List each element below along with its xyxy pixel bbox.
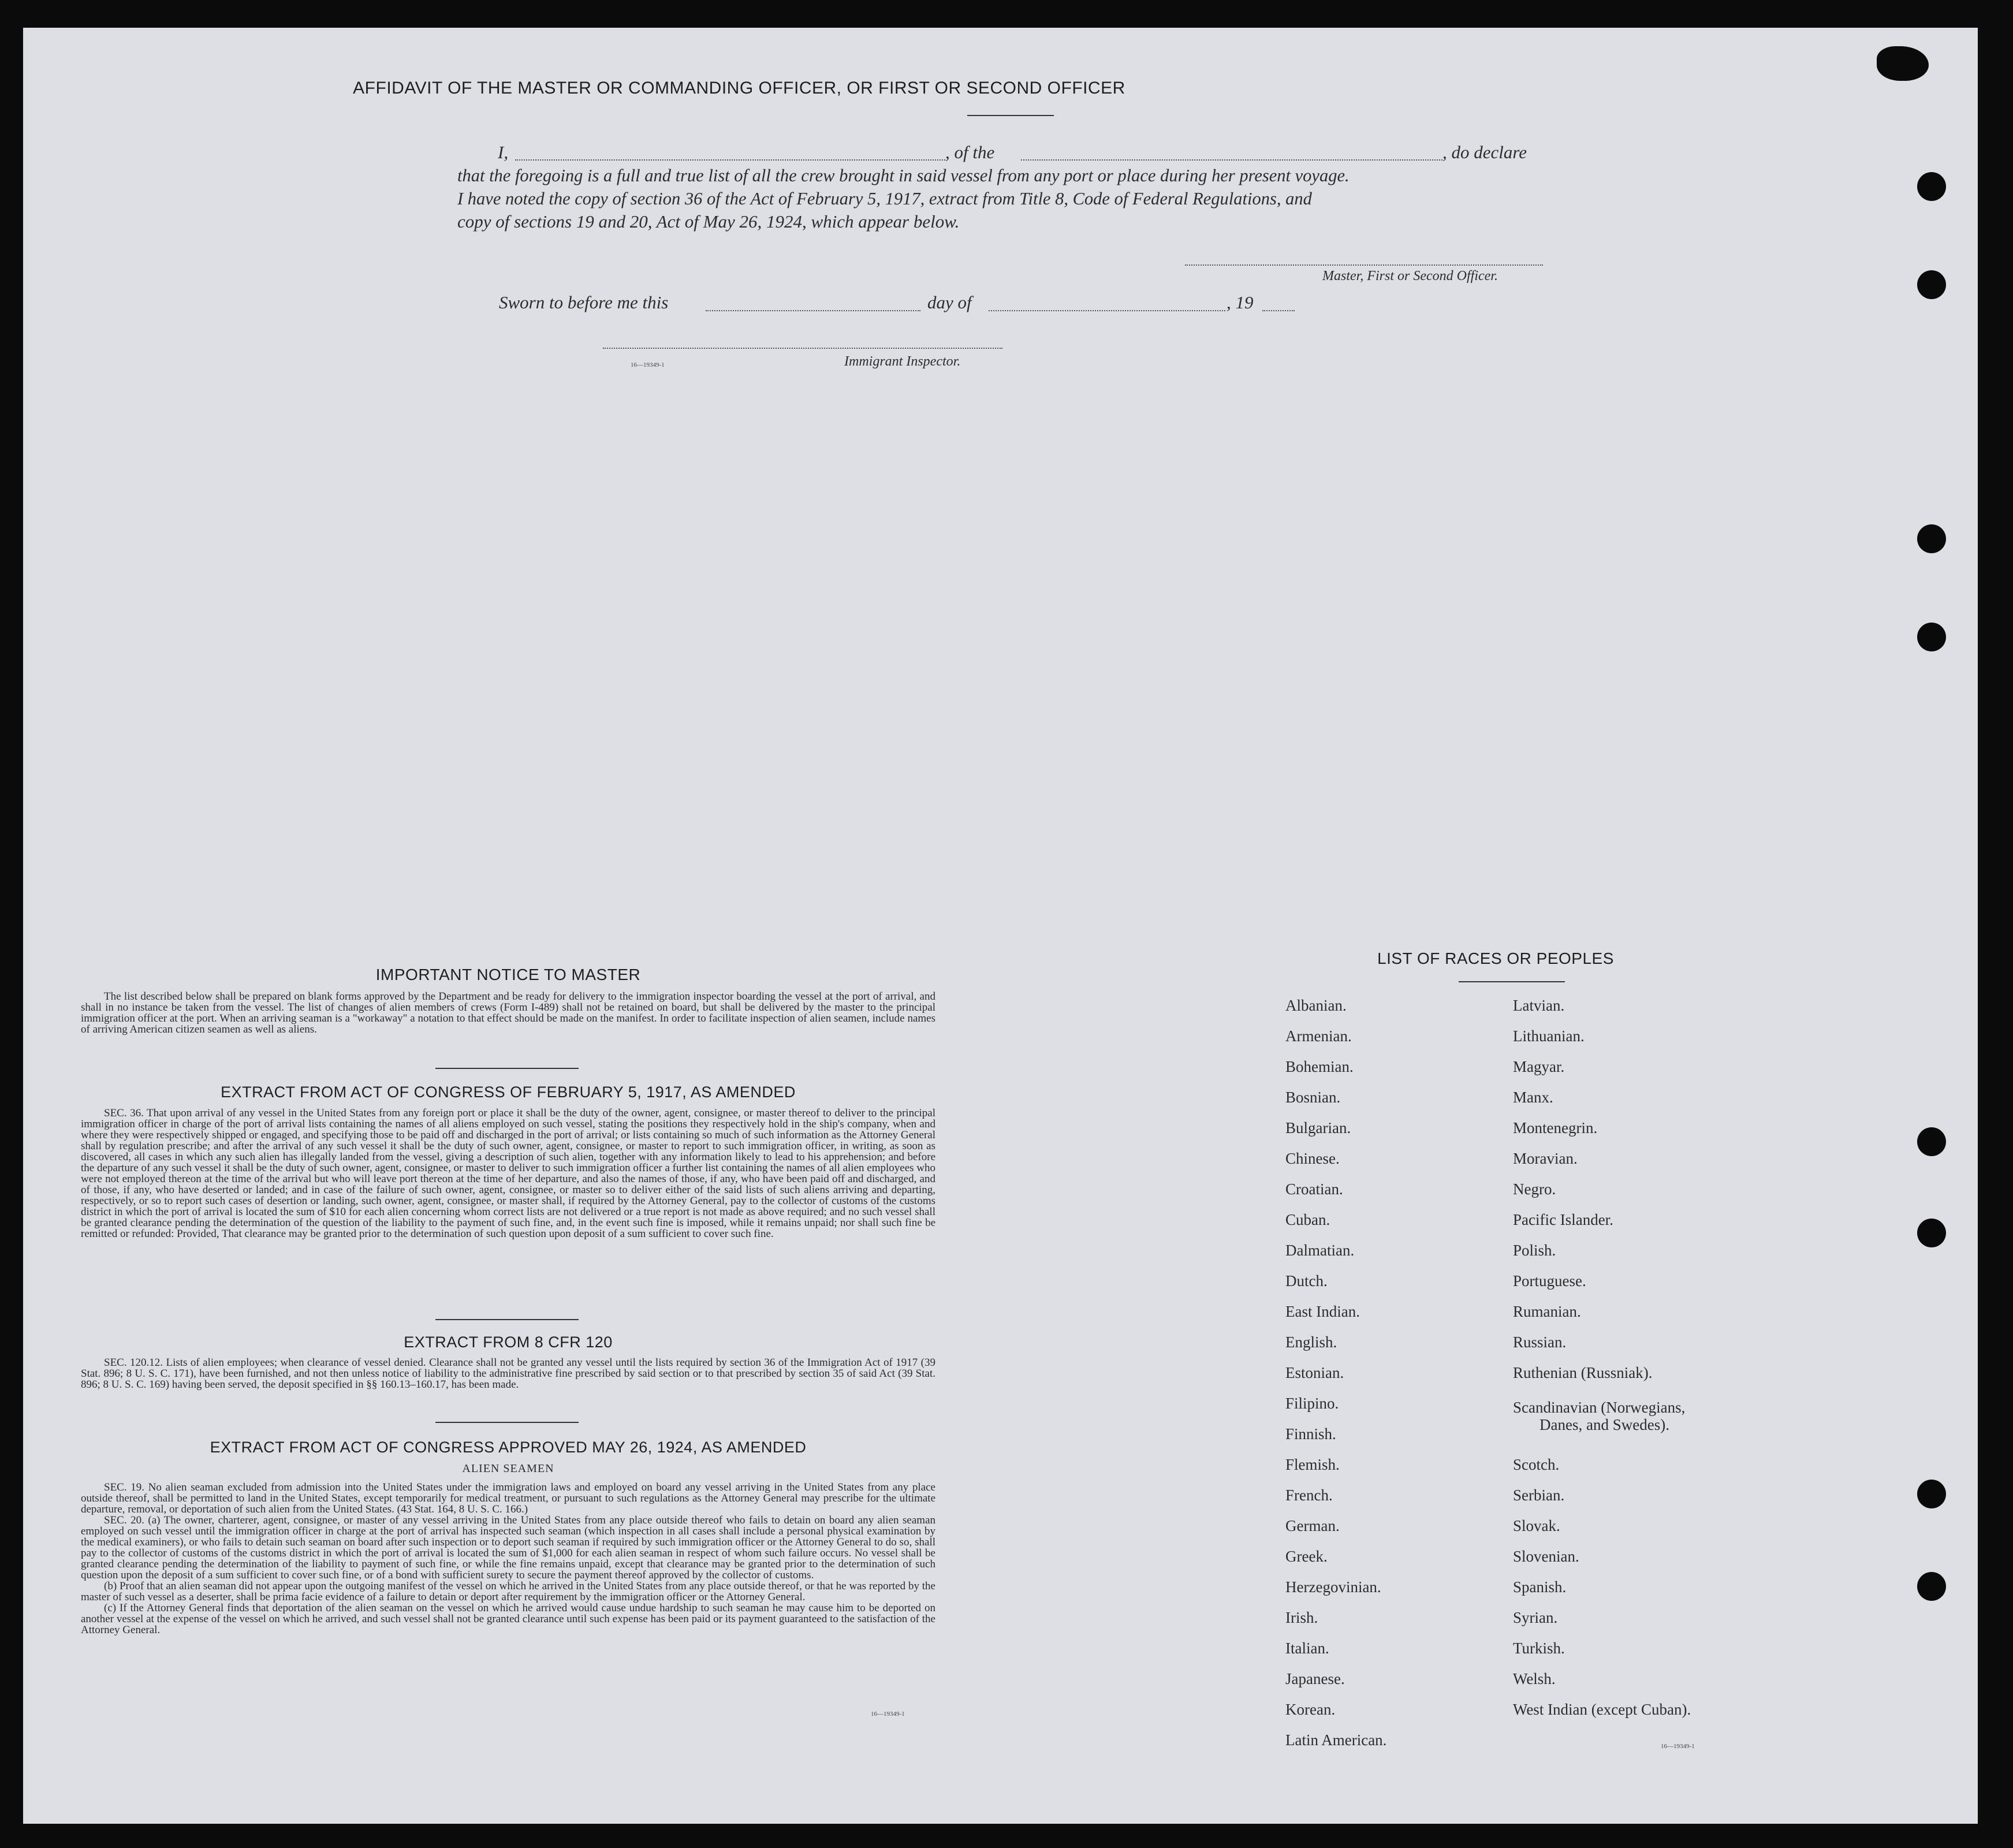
race-item: Flemish.	[1285, 1456, 1340, 1473]
race-item: Scandinavian (Norwegians,	[1513, 1399, 1686, 1416]
notice-paragraph: The list described below shall be prepared on blank forms approved by the Department and be ready for delivery to the immigration inspector boarding the vessel at the port of arrival, and shall in no instance be taken from the vessel. The list of changes of alien members of crews (Form I-489) shall not be retained on board, but shall be delivered by the master to the principal immigration officer at the port. When an arriving seaman is a "workaway" a notation to that effect should be made on the manifest. In order to facilitate inspection of alien seamen, include names of arriving American citizen seamen as well as aliens.	[81, 990, 935, 1035]
extract-1917-rule	[435, 1319, 579, 1320]
race-item: Italian.	[1285, 1640, 1329, 1657]
sworn-day-blank	[706, 310, 920, 311]
inspector-signature-line	[603, 348, 1002, 349]
race-item: French.	[1285, 1486, 1333, 1504]
section-120-12-text: SEC. 120.12. Lists of alien employees; when clearance of vessel denied. Clearance shall not be granted any vessel until the lists required by section 36 of the Immigration Act of 1917 (39 Stat. 896; 8 U. S. C. 171), have been furnished, and not then unless notice of liability to the administrative fine prescribed by said section or to that prescribed by section 35 of said Act (39 Stat. 896; 8 U. S. C. 169) having been served, the deposit specified in §§ 160.13–160.17, has been made.	[81, 1357, 935, 1391]
race-item: Dalmatian.	[1285, 1242, 1355, 1259]
race-item: Filipino.	[1285, 1395, 1339, 1412]
affidavit-form-number: 16—19349-1	[631, 362, 665, 368]
race-item: Estonian.	[1285, 1364, 1344, 1381]
extract-cfr-rule	[435, 1422, 579, 1423]
race-item: Turkish.	[1513, 1640, 1565, 1657]
race-item: Moravian.	[1513, 1150, 1578, 1167]
race-item: Montenegrin.	[1513, 1119, 1598, 1137]
race-item: Bohemian.	[1285, 1058, 1354, 1075]
extract-1924-subtitle: ALIEN SEAMEN	[462, 1462, 554, 1475]
race-item: German.	[1285, 1517, 1340, 1534]
affidavit-line1-i: I,	[498, 142, 509, 162]
race-item: Armenian.	[1285, 1027, 1352, 1045]
extract-1924-form-number: 16—19349-1	[871, 1711, 905, 1717]
race-item: Negro.	[1513, 1180, 1556, 1198]
binder-hole	[1917, 172, 1946, 201]
race-item: East Indian.	[1285, 1303, 1360, 1320]
affidavit-line1-declare: , do declare	[1442, 142, 1527, 162]
race-item: Cuban.	[1285, 1211, 1330, 1228]
race-item: Polish.	[1513, 1242, 1556, 1259]
race-item: Latvian.	[1513, 997, 1565, 1014]
race-item: Irish.	[1285, 1609, 1318, 1626]
race-item: Spanish.	[1513, 1578, 1567, 1596]
sworn-text: Sworn to before me this	[499, 292, 669, 312]
affidavit-title: AFFIDAVIT OF THE MASTER OR COMMANDING OFFICER, OR FIRST OR SECOND OFFICER	[353, 79, 1125, 98]
sworn-day-of: day of	[927, 292, 972, 312]
race-item: Chinese.	[1285, 1150, 1340, 1167]
sworn-year-blank	[1262, 310, 1295, 311]
race-item: Pacific Islander.	[1513, 1211, 1613, 1228]
race-item: Scotch.	[1513, 1456, 1560, 1473]
race-item: West Indian (except Cuban).	[1513, 1701, 1691, 1718]
binder-hole	[1917, 1480, 1946, 1508]
race-item: Serbian.	[1513, 1486, 1565, 1504]
notice-body	[81, 991, 935, 1035]
binder-hole	[1917, 623, 1946, 651]
inspector-signature-label: Immigrant Inspector.	[844, 354, 961, 369]
binder-hole	[1917, 524, 1946, 553]
affidavit-line3: I have noted the copy of section 36 of the Act of February 5, 1917, extract from Title 8, Code of Federal Regulations, and	[457, 189, 1312, 208]
section-20b-text: (b) Proof that an alien seaman did not appear upon the outgoing manifest of the vessel on which he arrived in the United States from any place outside thereof, or that he was reported by the master of such vessel as a deserter, shall be prima facie evidence of a failure to detain or deport after requirement by the immigration officer or the Attorney General.	[81, 1580, 935, 1603]
race-item: Danes, and Swedes).	[1539, 1416, 1669, 1433]
race-item: Slovak.	[1513, 1517, 1560, 1534]
binder-hole	[1917, 1127, 1946, 1156]
extract-cfr-body	[81, 1357, 935, 1390]
extract-1917-body	[81, 1108, 935, 1239]
affidavit-line2: that the foregoing is a full and true list of all the crew brought in said vessel from any port or place during her present voyage.	[457, 166, 1350, 185]
section-19-text: SEC. 19. No alien seaman excluded from admission into the United States under the immigration laws and employed on board any vessel arriving in the United States from any place outside thereof, shall be permitted to land in the United States, except temporarily for medical treatment, or pursuant to such regulations as the Attorney General may prescribe for the ultimate departure, removal, or deportation of such alien from the United States. (43 Stat. 164, 8 U. S. C. 166.)	[81, 1481, 935, 1515]
race-item: Dutch.	[1285, 1272, 1328, 1290]
binder-hole	[1917, 1219, 1946, 1247]
affidavit-line4: copy of sections 19 and 20, Act of May 26, 1924, which appear below.	[457, 211, 960, 232]
race-item: Croatian.	[1285, 1180, 1343, 1198]
affidavit-vessel-blank	[1021, 159, 1442, 161]
race-item: Magyar.	[1513, 1058, 1565, 1075]
race-item: Welsh.	[1513, 1670, 1556, 1687]
races-title-rule	[1459, 981, 1565, 982]
sworn-month-blank	[989, 310, 1225, 311]
sworn-year: , 19	[1227, 292, 1254, 312]
race-item: Greek.	[1285, 1548, 1328, 1565]
binder-hole	[1917, 270, 1946, 299]
races-title: LIST OF RACES OR PEOPLES	[1377, 949, 1614, 967]
race-item: Finnish.	[1285, 1425, 1336, 1443]
race-item: Portuguese.	[1513, 1272, 1586, 1290]
race-item: Japanese.	[1285, 1670, 1345, 1687]
section-20c-text: (c) If the Attorney General finds that deportation of the alien seaman on the vessel on which he arrived would cause undue hardship to such seaman he may cause him to be deported on another vessel at the expense of the vessel on which he arrived, and such vessel shall not be granted clearance until such expense has been paid or its payment guaranteed to the satisfaction of the Attorney General.	[81, 1602, 935, 1636]
binder-hole	[1917, 1572, 1946, 1601]
race-item: Ruthenian (Russniak).	[1513, 1364, 1653, 1381]
race-item: Latin American.	[1285, 1731, 1387, 1749]
race-item: Syrian.	[1513, 1609, 1558, 1626]
race-item: Russian.	[1513, 1333, 1567, 1351]
race-item: Lithuanian.	[1513, 1027, 1585, 1045]
race-item: Bosnian.	[1285, 1089, 1341, 1106]
notice-title: IMPORTANT NOTICE TO MASTER	[375, 966, 641, 983]
affidavit-line1-of-the: , of the	[945, 142, 995, 162]
affidavit-title-rule	[967, 115, 1054, 116]
master-signature-label: Master, First or Second Officer.	[1322, 269, 1498, 284]
race-item: Bulgarian.	[1285, 1119, 1351, 1137]
race-item: Manx.	[1513, 1089, 1553, 1106]
race-item: Slovenian.	[1513, 1548, 1579, 1565]
extract-1917-title: EXTRACT FROM ACT OF CONGRESS OF FEBRUARY 5, 1917, AS AMENDED	[221, 1083, 796, 1101]
race-item: Korean.	[1285, 1701, 1336, 1718]
race-item: English.	[1285, 1333, 1337, 1351]
notice-rule	[435, 1068, 579, 1069]
races-form-number: 16—19349-1	[1661, 1743, 1695, 1750]
affidavit-name-blank	[515, 159, 945, 161]
race-item: Rumanian.	[1513, 1303, 1581, 1320]
race-item: Herzegovinian.	[1285, 1578, 1381, 1596]
extract-1924-body	[81, 1482, 935, 1635]
race-item: Albanian.	[1285, 997, 1347, 1014]
section-36-text: SEC. 36. That upon arrival of any vessel in the United States from any foreign port or place it shall be the duty of the owner, agent, consignee, or master thereof to deliver to the principal immigration officer in charge of the port of arrival lists containing the names of all aliens employed on such vessel, stating the positions they respectively hold in the ship's company, when and where they were respectively shipped or engaged, and specifying those to be paid off and discharged in the port of arrival; or lists containing so much of such information as the Attorney General shall by regulation prescribe; and after the arrival of any such vessel it shall be the duty of such owner, agent, consignee, or master to report to such immigration officer, in writing, as soon as discovered, all cases in which any such alien has illegally landed from the vessel, giving a description of such alien, together with any information likely to lead to his apprehension; and before the departure of any such vessel it shall be the duty of such owner, agent, consignee, or master to deliver to such immigration officer a further list containing the names of all alien employees who were not employed thereon at the time of the arrival but who will leave port thereon at the time of her departure, and also the names of those, if any, who have been paid off and discharged, and of those, if any, who have deserted or landed; and in case of the failure of such owner, agent, consignee, or master so to deliver either of the said lists of such aliens arriving and departing, respectively, or so to report such cases of desertion or landing, such owner, agent, consignee, or master shall, if required by the Attorney General, pay to the collector of customs of the customs district in which the port of arrival is located the sum of $10 for each alien concerning whom correct lists are not delivered or a true report is not made as above required; and no such vessel shall be granted clearance pending the determination of the question of the liability to the payment of such fine, and, in the event such fine is imposed, while it remains unpaid; nor shall such fine be remitted or refunded: Provided, That clearance may be granted prior to the determination of such question upon deposit of a sum sufficient to cover such fine.	[81, 1107, 935, 1240]
extract-1924-title: EXTRACT FROM ACT OF CONGRESS APPROVED MAY 26, 1924, AS AMENDED	[210, 1439, 807, 1456]
extract-cfr-title: EXTRACT FROM 8 CFR 120	[404, 1333, 613, 1351]
section-20a-text: SEC. 20. (a) The owner, charterer, agent, consignee, or master of any vessel arriving in the United States from any place outside thereof who fails to detain on board any alien seaman employed on such vessel until the immigration officer in charge at the port of arrival has inspected such seaman (which inspection in all cases shall include a personal physical examination by the medical examiners), or who fails to detain such seaman on board after such inspection or to deport such seaman if required by such immigration officer or the Attorney General to do so, shall pay to the collector of customs of the customs district in which the port of arrival is located the sum of $1,000 for each alien seaman in respect of whom such failure occurs. No vessel shall be granted clearance pending the determination of the liability to payment of such fine, or while the fine remains unpaid, except that clearance may be granted prior to the determination of such question upon the deposit of a sum sufficient to cover such fine, or of a bond with sufficient surety to secure the payment thereof approved by the collector of customs.	[81, 1514, 935, 1581]
